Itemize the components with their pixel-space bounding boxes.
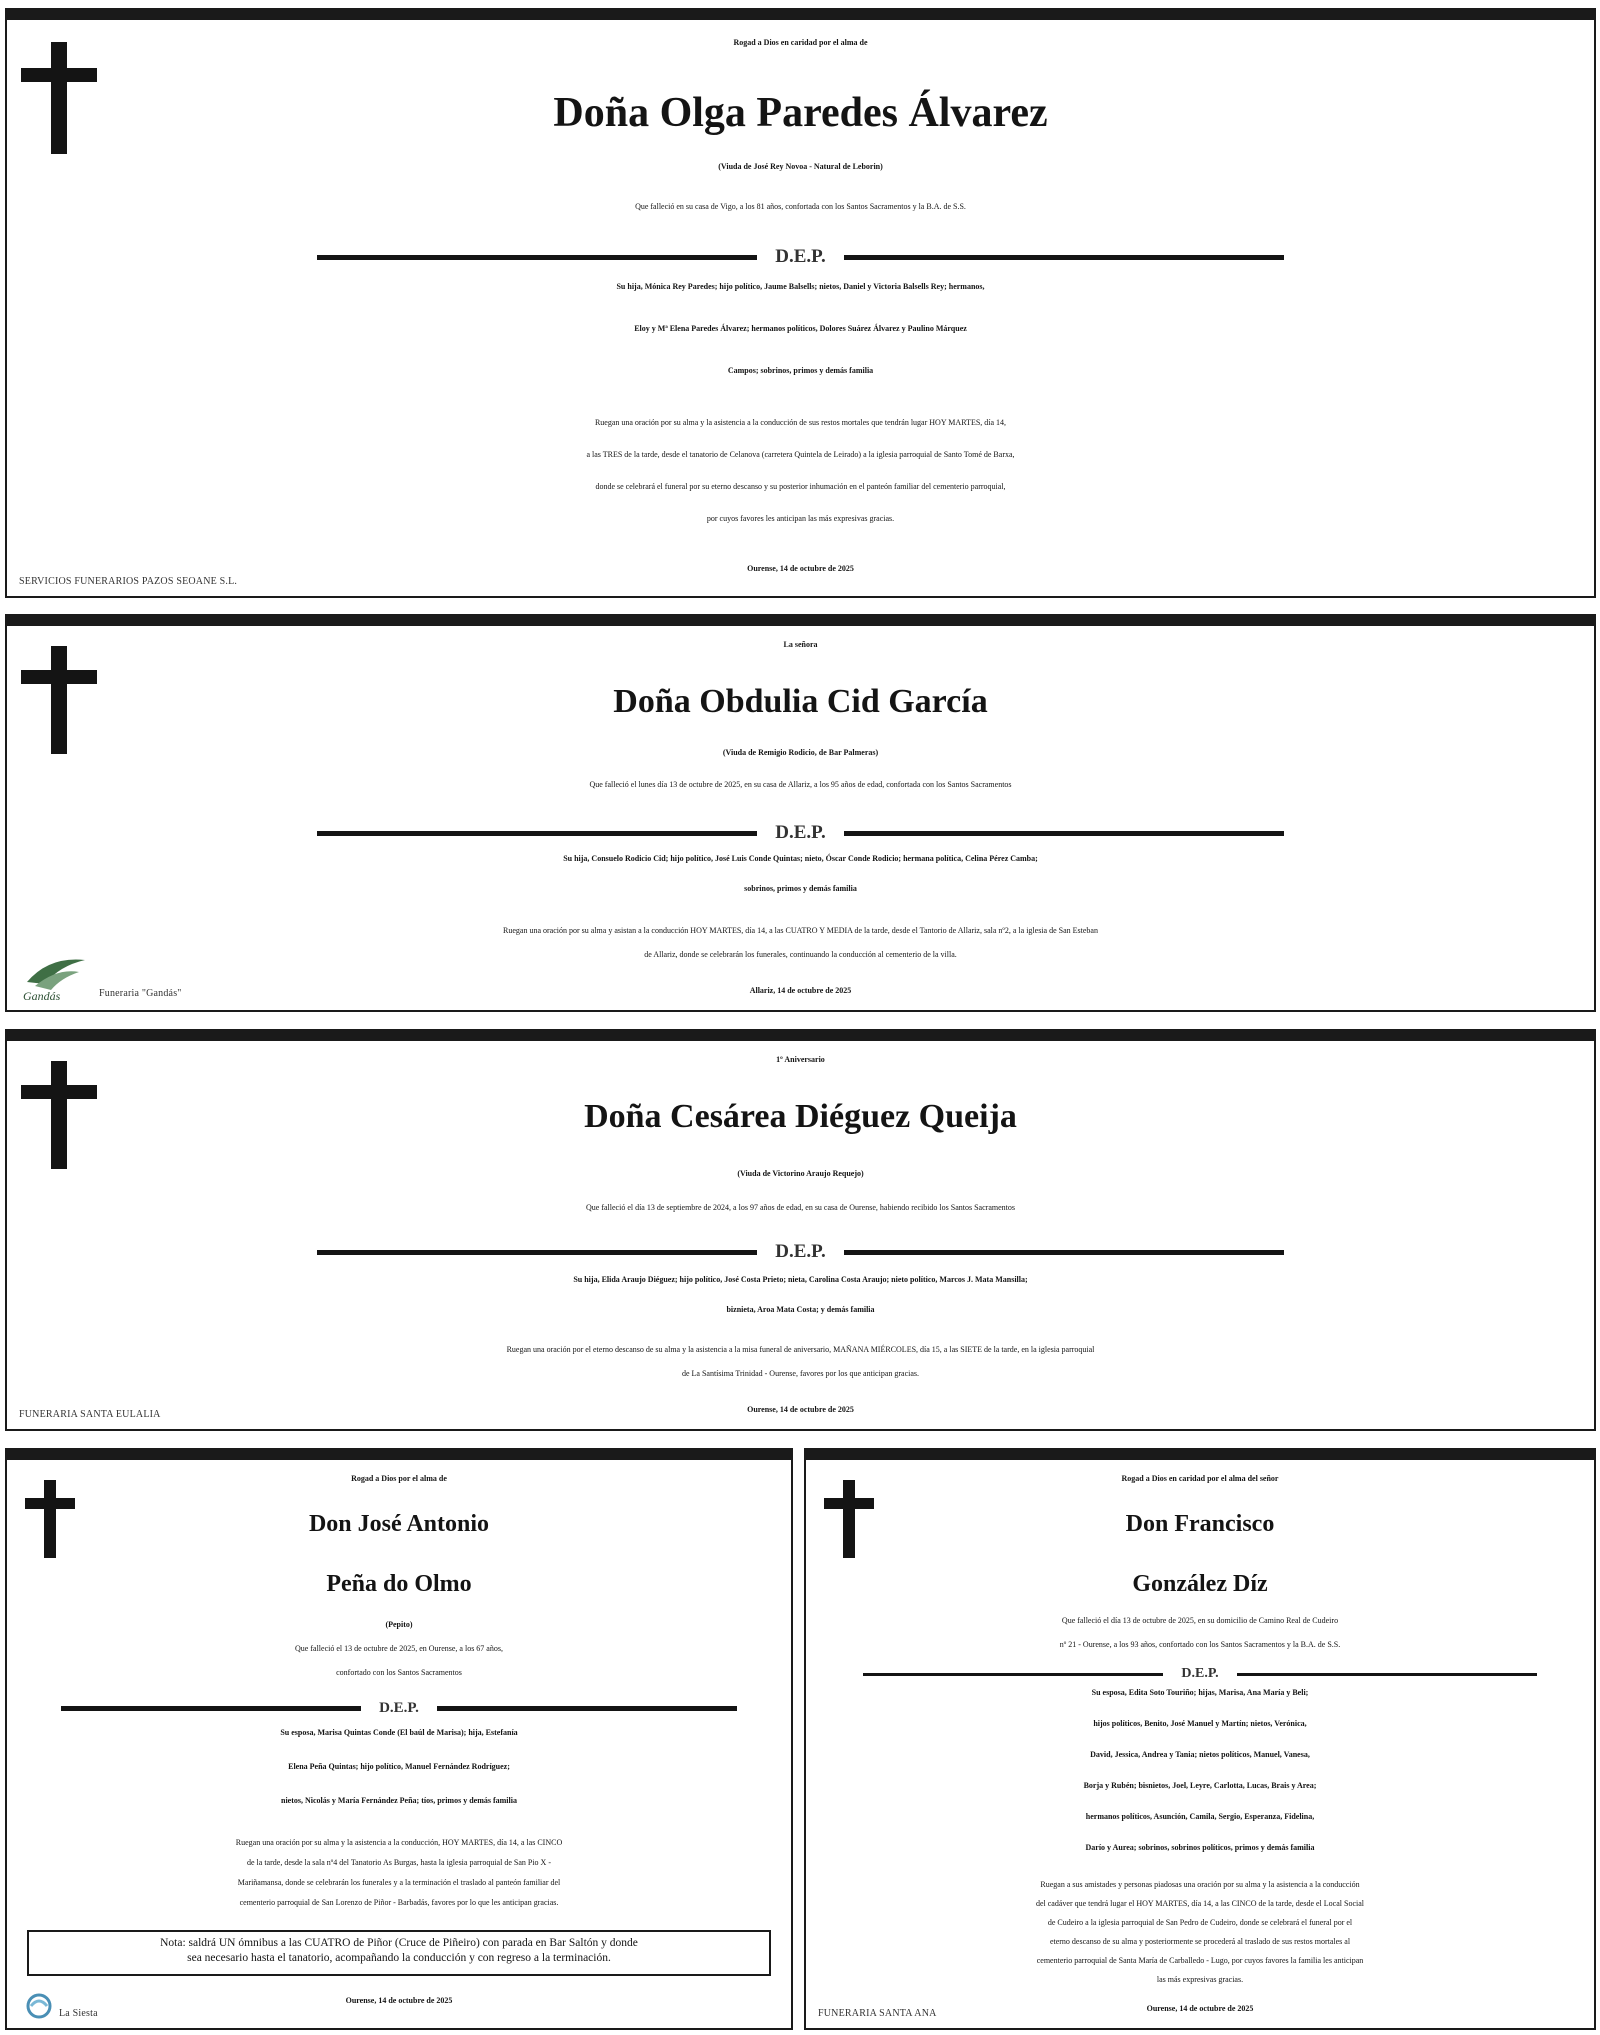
ceremony-line: Ruegan una oración por su alma y asistan a la conducción HOY MARTES, día 14, a las CUATRO Y MEDIA de la tarde, desde el Tantorio de Allariz, sala nº2, a la iglesia de San Esteban [503,926,1098,935]
obituary-notice-5 [804,1448,1596,2030]
ceremony-line: Mariñamansa, donde se celebrarán los funerales y a la terminación el traslado al panteón familiar del [237,1878,561,1887]
ceremony-line: Ruegan a sus amistades y personas piadosas una oración por su alma y la asistencia a la conducción [1040,1880,1360,1889]
funeral-home: FUNERARIA SANTA EULALIA [19,1409,161,1420]
dep-label: D.E.P. [775,246,826,267]
dep-separator [806,1666,1594,1682]
intro-text: Rogad a Dios por el alma de [351,1474,447,1483]
intro-text: 1º Aniversario [776,1055,825,1064]
obituary-notice-2 [5,614,1596,1012]
obituary-notice-4 [5,1448,793,2030]
death-info: Que falleció en su casa de Vigo, a los 81 años, confortada con los Santos Sacramentos y la B.A. de S.S. [635,202,966,211]
place-date: Ourense, 14 de octubre de 2025 [747,1405,854,1414]
ceremony-line: del cadáver que tendrá lugar el HOY MARTES, día 14, a las CINCO de la tarde, desde el Local Social [1035,1899,1364,1908]
ceremony-line: donde se celebrará el funeral por su eterno descanso y su posterior inhumación en el panteón familiar del cementerio parroquial, [595,482,1006,491]
ceremony-line: cementerio parroquial de Santa María de Carballedo - Lugo, por cuyos favores la familia les anticipan [1036,1956,1364,1965]
ceremony-line: eterno descanso de su alma y posteriormente se procederá al traslado de sus restos mortales al [1049,1937,1351,1946]
subtitle: (Viuda de José Rey Novoa - Natural de Leborin) [718,162,883,171]
dep-separator [7,1700,791,1717]
obituary-notice-1 [5,8,1596,598]
death-info-line: confortado con los Santos Sacramentos [336,1668,462,1677]
obituary-notice-3 [5,1029,1596,1431]
deceased-name: Doña Olga Paredes Álvarez [553,90,1048,136]
family-line: Eloy y Mª Elena Paredes Álvarez; hermanos políticos, Dolores Suárez Álvarez y Paulino Márquez [634,324,967,333]
funeral-home: La Siesta [59,2008,98,2019]
family-line: nietos, Nicolás y María Fernández Peña; tíos, primos y demás familia [281,1796,517,1805]
ceremony-line: Ruegan una oración por el eterno descanso de su alma y la asistencia a la misa funeral de aniversario, MAÑANA MIÉRCOLES, día 15, a las SIETE de la tarde, en la iglesia parroquial [506,1345,1095,1354]
family-line: sobrinos, primos y demás familia [744,884,857,893]
family-line: Borja y Rubén; bisnietos, Joel, Leyre, Carlotta, Lucas, Brais y Area; [1083,1781,1317,1790]
note-line: sea necesario hasta el tanatorio, acompañando la conducción y con regreso a la terminación. [187,1952,611,1964]
place-date: Ourense, 14 de octubre de 2025 [1146,2004,1254,2013]
ceremony-line: a las TRES de la tarde, desde el tanatorio de Celanova (carretera Quintela de Leirado) a la iglesia parroquial de Santo Tomé de Barxa, [586,450,1015,459]
funeral-home: Funeraria "Gandás" [99,988,182,999]
death-info-line: nº 21 - Ourense, a los 93 años, confortado con los Santos Sacramentos y la B.A. de S.S. [1059,1640,1341,1649]
deceased-name-line-2: González Díz [1132,1571,1268,1597]
ceremony-line: cementerio parroquial de San Lorenzo de Piñor - Barbadás, favores por lo que les anticipan gracias. [239,1898,559,1907]
deceased-name-line-1: Don Francisco [1125,1511,1275,1537]
family-line: David, Jessica, Andrea y Tania; nietos políticos, Manuel, Vanesa, [1090,1750,1310,1759]
dep-separator [7,1241,1594,1263]
ceremony-line: de Cudeiro a la iglesia parroquial de San Pedro de Cudeiro, donde se celebrará el funeral por el [1047,1918,1353,1927]
family-line: hermanos políticos, Asunción, Camila, Sergio, Esperanza, Fidelina, [1085,1812,1315,1821]
intro-text: Rogad a Dios en caridad por el alma del señor [1121,1474,1279,1483]
family-line: biznieta, Aroa Mata Costa; y demás familia [726,1305,875,1314]
deceased-name: Doña Obdulia Cid García [613,683,988,720]
place-date: Ourense, 14 de octubre de 2025 [345,1996,453,2005]
subtitle: (Viuda de Victorino Araujo Requejo) [737,1169,864,1178]
place-date: Allariz, 14 de octubre de 2025 [749,986,852,995]
funeral-home: FUNERARIA SANTA ANA [818,2008,937,2019]
ceremony-line: Ruegan una oración por su alma y la asistencia a la conducción de sus restos mortales que tendrán lugar HOY MARTES, día 14, [594,418,1007,427]
dep-label: D.E.P. [775,822,826,843]
ceremony-line: por cuyos favores les anticipan las más expresivas gracias. [706,514,895,523]
place-date: Ourense, 14 de octubre de 2025 [747,564,854,573]
dep-label: D.E.P. [1181,1666,1219,1681]
family-line: Su esposa, Marisa Quintas Conde (El baúl de Marisa); hija, Estefanía [280,1728,518,1737]
subtitle: (Pepito) [385,1620,413,1629]
svg-text:Gandás: Gandás [23,989,61,1003]
family-line: Su hija, Elida Araujo Diéguez; hijo político, José Costa Prieto; nieta, Carolina Costa Araujo; nieto político, Marcos J. Mata Mansilla; [573,1275,1028,1284]
intro-text: La señora [783,640,818,649]
deceased-name: Doña Cesárea Diéguez Queija [584,1098,1017,1135]
family-line: Campos; sobrinos, primos y demás familia [727,366,874,375]
intro-text: Rogad a Dios en caridad por el alma de [733,38,868,47]
death-info: Que falleció el lunes día 13 de octubre de 2025, en su casa de Allariz, a los 95 años de edad, confortada con los Santos Sacramentos [589,780,1012,789]
dep-label: D.E.P. [775,1241,826,1262]
ceremony-line: las más expresivas gracias. [1156,1975,1244,1984]
ceremony-line: de la tarde, desde la sala nº4 del Tanatorio As Burgas, hasta la iglesia parroquial de San Pio X - [247,1858,551,1867]
death-info-line: Que falleció el día 13 de octubre de 2025, en su domicilio de Camino Real de Cudeiro [1061,1616,1339,1625]
family-line: Su hija, Consuelo Rodicio Cid; hijo político, José Luis Conde Quintas; nieto, Óscar Conde Rodicio; hermana política, Celina Pérez Camba; [563,854,1038,863]
gandas-logo [19,952,95,1004]
ceremony-line: Ruegan una oración por su alma y la asistencia a la conducción, HOY MARTES, día 14, a las CINCO [235,1838,563,1847]
family-line: Su esposa, Edita Soto Touriño; hijas, Marisa, Ana María y Beli; [1091,1688,1309,1697]
death-info: Que falleció el día 13 de septiembre de 2024, a los 97 años de edad, en su casa de Ourense, habiendo recibido los Santos Sacramentos [586,1203,1015,1212]
family-line: Su hija, Mónica Rey Paredes; hijo político, Jaume Balsells; nietos, Daniel y Victoria Balsells Rey; hermanos, [616,282,985,291]
ceremony-line: de La Santísima Trinidad - Ourense, favores por los que anticipan gracias. [681,1369,920,1378]
deceased-name-line-1: Don José Antonio [308,1511,490,1537]
dep-separator [7,246,1594,268]
dep-separator [7,822,1594,844]
family-line: Elena Peña Quintas; hijo político, Manuel Fernández Rodríguez; [288,1762,510,1771]
death-info-line: Que falleció el 13 de octubre de 2025, en Ourense, a los 67 años, [295,1644,503,1653]
family-line: hijos políticos, Benito, José Manuel y Martín; nietos, Verónica, [1093,1719,1307,1728]
dep-label: D.E.P. [379,1700,419,1716]
note-line: Nota: saldrá UN ómnibus a las CUATRO de Piñor (Cruce de Piñeiro) con parada en Bar Saltón y donde [160,1937,638,1949]
subtitle: (Viuda de Remigio Rodicio, de Bar Palmeras) [722,748,879,757]
funeral-home: SERVICIOS FUNERARIOS PAZOS SEOANE S.L. [19,576,238,587]
ceremony-line: de Allariz, donde se celebrarán los funerales, continuando la conducción al cementerio de la villa. [644,950,957,959]
deceased-name-line-2: Peña do Olmo [326,1571,472,1597]
family-line: Darío y Aurea; sobrinos, sobrinos políticos, primos y demás familia [1085,1843,1315,1852]
bus-note [27,1930,771,1976]
